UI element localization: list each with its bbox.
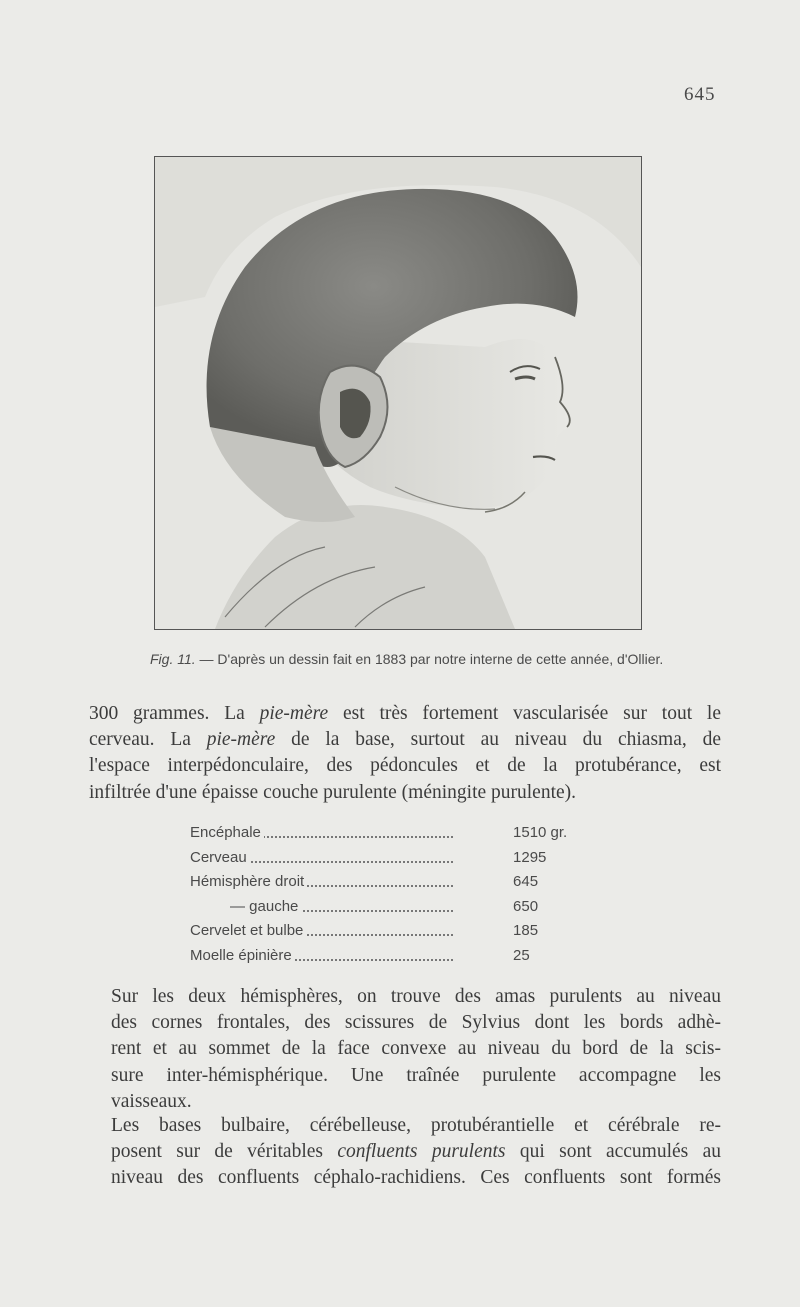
paragraph-line: vaisseaux. — [111, 1090, 192, 1112]
paragraph-line: l'espace interpédonculaire, des pédoncules et de la protubérance, est — [89, 755, 721, 777]
weight-row — [190, 824, 620, 849]
weight-row — [190, 849, 620, 874]
paragraph-line: posent sur de véritables confluents purulents qui sont accumulés au — [111, 1141, 721, 1163]
organ-weights-table — [190, 824, 620, 972]
weight-value: 1295 — [513, 848, 547, 866]
weight-row — [190, 898, 620, 923]
figure-illustration — [154, 156, 642, 630]
paragraph-line: rent et au sommet de la face convexe au niveau du bord de la scis- — [111, 1038, 721, 1060]
paragraph-line: sure inter-hémisphérique. Une traînée purulente accompagne les — [111, 1064, 721, 1086]
weight-value: 25 — [513, 946, 530, 964]
paragraph-line: Les bases bulbaire, cérébelleuse, protubérantielle et cérébrale re- — [111, 1115, 721, 1136]
paragraph-pia-mater — [89, 701, 721, 806]
weight-value: 1510 gr. — [513, 824, 568, 841]
weight-label: Cervelet et bulbe — [190, 922, 306, 939]
paragraph-hemispheres — [89, 984, 721, 1115]
weight-label: — gauche — [190, 898, 301, 915]
figure-caption-text: — D'après un dessin fait en 1883 par notre interne de cette année, d'Ollier. — [195, 651, 664, 667]
paragraph-bases — [89, 1113, 721, 1192]
page-number: 645 — [684, 84, 716, 105]
paragraph-line: 300 grammes. La pie-mère est très fortement vascularisée sur tout le — [89, 703, 722, 724]
weight-label: Encéphale — [190, 824, 264, 841]
paragraph-line: cerveau. La pie-mère de la base, surtout au niveau du chiasma, de — [89, 729, 721, 751]
weight-label: Hémisphère droit — [190, 873, 307, 890]
paragraph-line: des cornes frontales, des scissures de Sylvius dont les bords adhè- — [111, 1012, 721, 1034]
figure-label: Fig. 11. — [150, 651, 196, 667]
paragraph-line: niveau des confluents céphalo-rachidiens. Ces confluents sont formés — [111, 1167, 721, 1189]
paragraph-line: Sur les deux hémisphères, on trouve des amas purulents au niveau — [111, 986, 721, 1007]
weight-row — [190, 947, 620, 972]
weight-row — [190, 922, 620, 947]
weight-label: Moelle épinière — [190, 947, 295, 964]
weight-value: 650 — [513, 897, 539, 915]
paragraph-line: infiltrée d'une épaisse couche purulente (méningite purulente). — [89, 781, 577, 803]
weight-row — [190, 873, 620, 898]
child-head-profile-drawing — [155, 157, 641, 629]
weight-value: 185 — [513, 922, 539, 940]
weight-label: Cerveau — [190, 849, 250, 866]
figure-caption — [150, 651, 710, 667]
weight-value: 645 — [513, 873, 539, 891]
